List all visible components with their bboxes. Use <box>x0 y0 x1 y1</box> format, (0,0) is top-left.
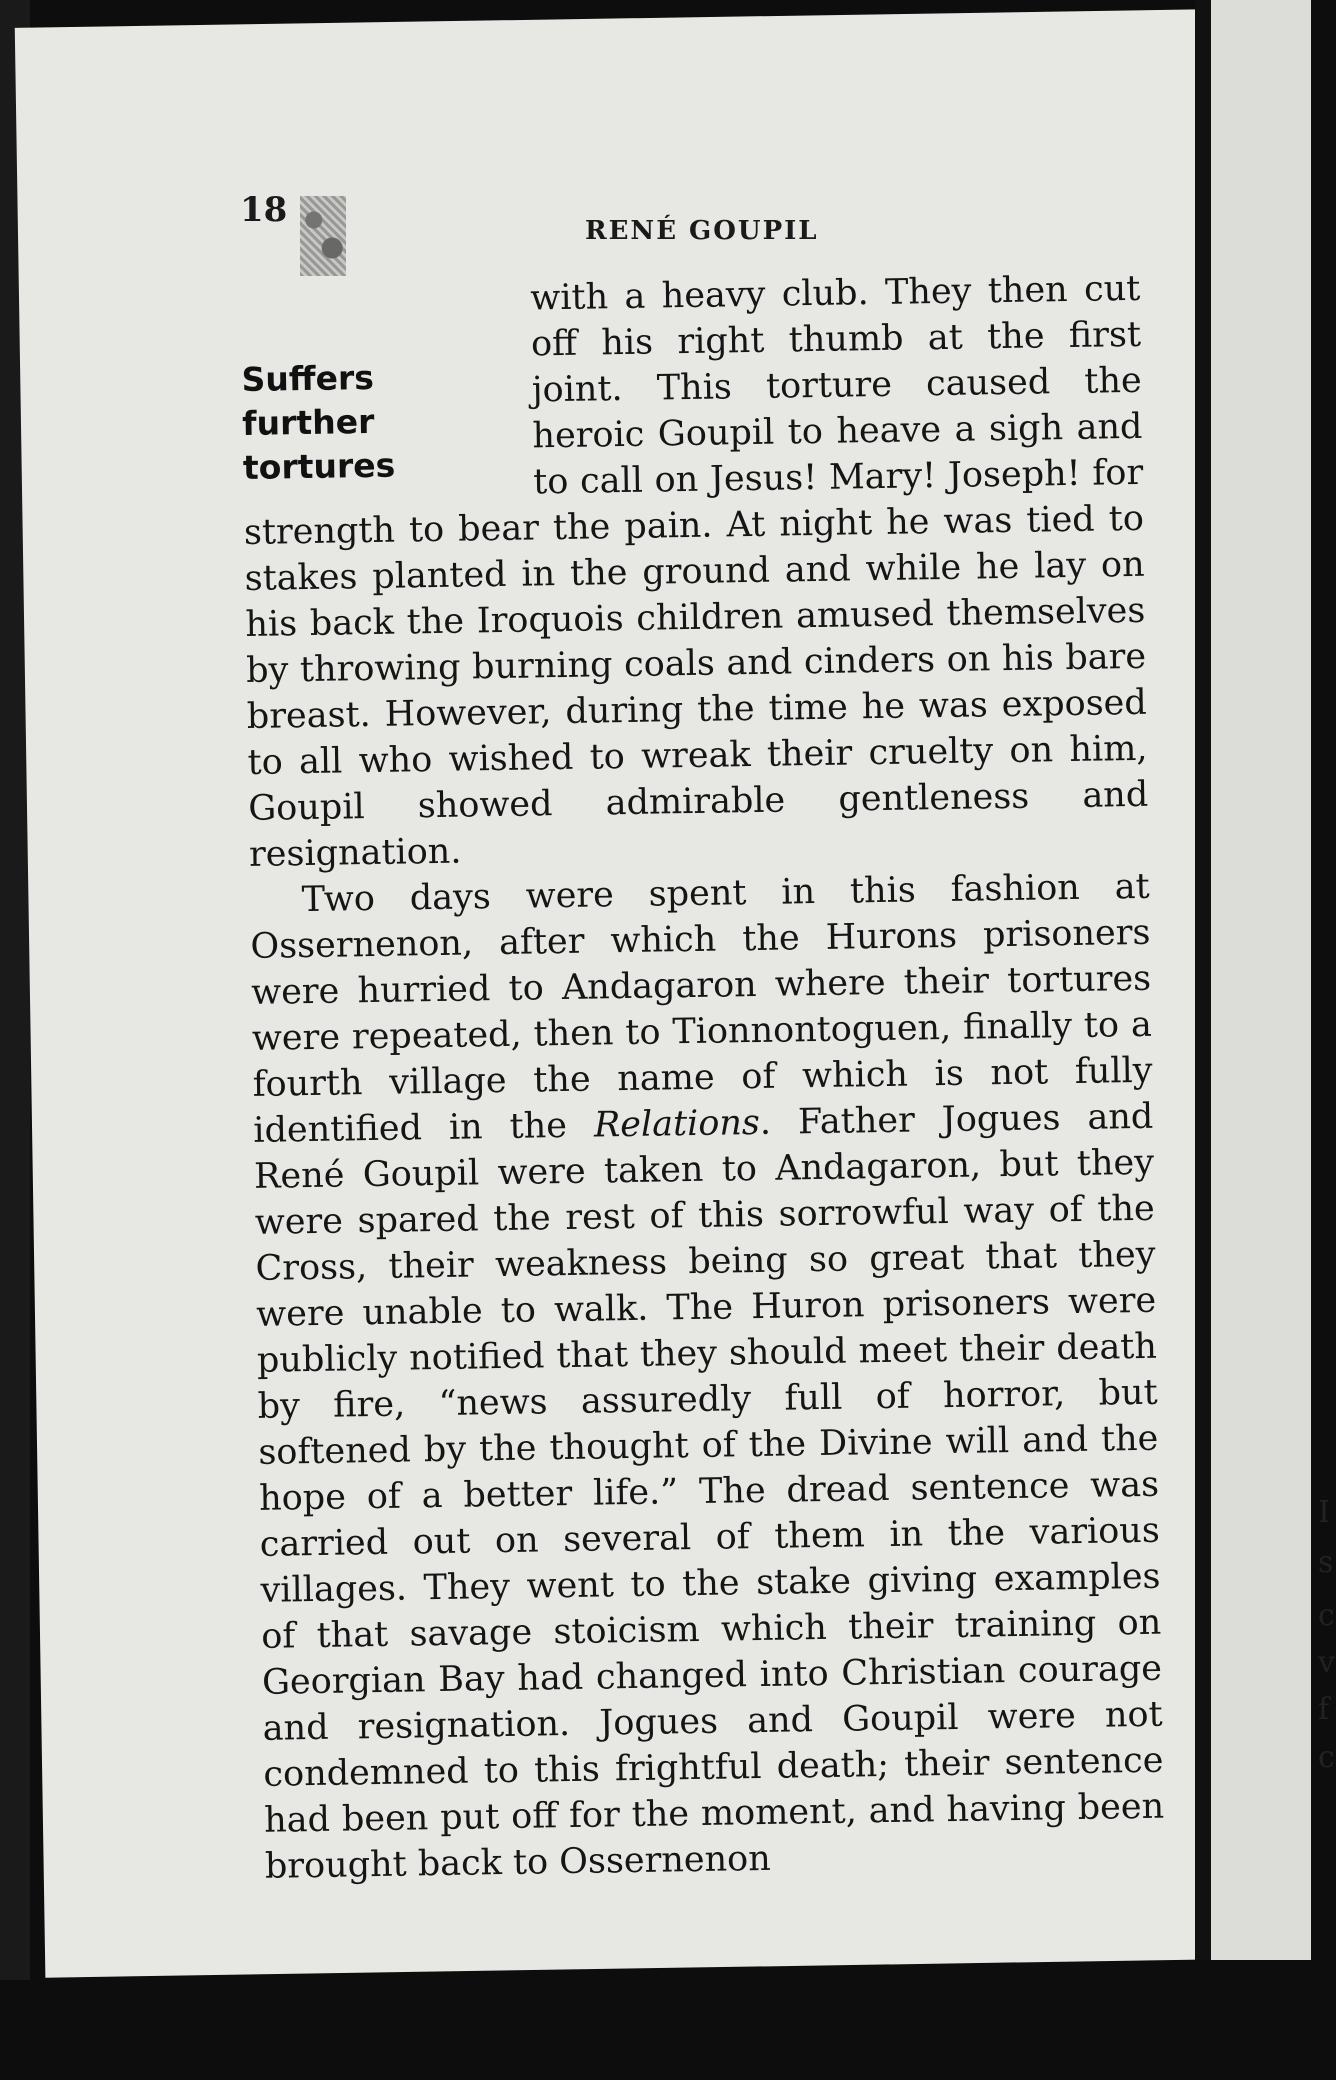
paragraph-2-text-b: . Father Jogues and René Goupil were taken to Andagaron, but they were spared the rest of this sorrowful way of the Cross, their weakness being so great that they were unable to walk. The Huron prisoners were publicly notified that they should meet their death by fire, “news assuredly full of horror, but softened by the thought of the Divine will and the hope of a better life.” The dread sentence was carried out on several of them in the various villages. They went to the stake giving examples of that savage stoicism which their training on Georgian Bay had changed into Christian courage and resignation. Jogues and Goupil were not condemned to this frightful death; their sentence had been put off for the moment, and having been brought back to Ossernenon <box>253 1096 1165 1887</box>
scan-bottom-edge <box>0 1980 1336 2080</box>
fragment-5: f <box>1318 1692 1330 1727</box>
fragment-6: c <box>1318 1740 1335 1775</box>
margin-note <box>241 354 513 490</box>
page-header <box>240 190 1140 250</box>
paragraph-2 <box>249 864 1165 1890</box>
body-text <box>240 266 1165 1890</box>
paragraph-2-text-a: Two days were spent in this fashion at Ossernenon, after which the Hurons prisoners were hurried to Andagaron where their tortures were repeated, then to Tionnontoguen, finally to a fourth village the name of which is not fully identified in the <box>250 866 1153 1151</box>
paragraph-1-text: with a heavy club. They then cut off his right thumb at the first joint. This torture caused the heroic Goupil to heave a sigh and to call on Jesus! Mary! Joseph! for strength to bear the pain. At night he was tied to stakes planted in the ground and while he lay on his back the Iroquois children amused themselves by throwing burning coals and cinders on his bare breast. However, during the time he was exposed to all who wished to wreak their cruelty on him, Goupil showed admirable gentleness and resignation. <box>243 268 1149 875</box>
running-head: RENÉ GOUPIL <box>585 216 819 246</box>
fragment-1: I <box>1318 1495 1330 1530</box>
facing-page-edge <box>1211 0 1311 1960</box>
fragment-2: s <box>1318 1545 1334 1580</box>
page-number: 18 <box>240 190 288 230</box>
margin-note-line-2: tortures <box>242 445 396 487</box>
book-spine <box>1195 0 1211 1960</box>
margin-note-line-1: Suffers further <box>241 357 375 443</box>
relations-title: Relations <box>593 1102 761 1146</box>
library-stamp <box>300 196 346 276</box>
fragment-4: v <box>1318 1645 1335 1680</box>
fragment-3: c <box>1318 1598 1335 1633</box>
